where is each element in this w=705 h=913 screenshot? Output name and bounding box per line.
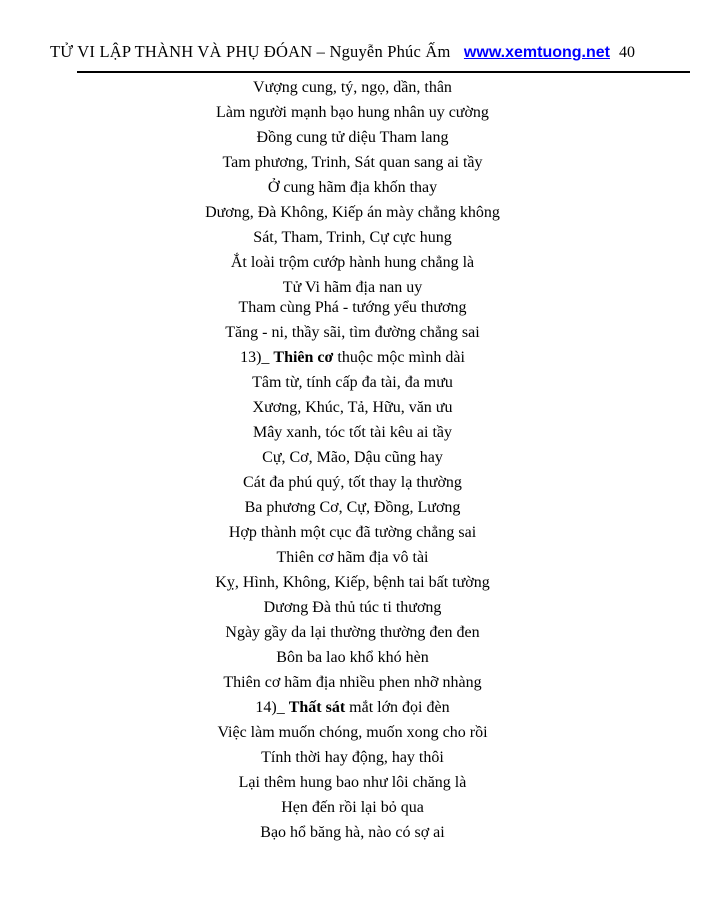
verse-line: Tâm từ, tính cấp đa tài, đa mưu: [252, 374, 453, 391]
verse-line: Dương, Đà Không, Kiếp án mày chẳng không: [205, 204, 500, 221]
verse-line: Kỵ, Hình, Không, Kiếp, bệnh tai bất tường: [215, 574, 490, 591]
header-right-group: [464, 44, 635, 62]
verse-line: Ắt loài trộm cướp hành hung chẳng là: [230, 254, 475, 271]
verse-line: Bạo hổ băng hà, nào có sợ ai: [260, 824, 445, 841]
site-link[interactable]: www.xemtuong.net: [463, 44, 610, 61]
verse-line: Cát đa phú quý, tốt thay lạ thường: [243, 474, 462, 491]
verse-list: [0, 75, 705, 845]
verse-line: [0, 695, 705, 720]
verse-line: Tăng - ni, thầy sãi, tìm đường chẳng sai: [225, 324, 480, 341]
star-name-bold: Thiên cơ: [273, 349, 334, 366]
verse-line: Ba phương Cơ, Cự, Đồng, Lương: [244, 499, 461, 516]
verse-line: Mây xanh, tóc tốt tài kêu ai tầy: [252, 424, 453, 441]
verse-line: Hẹn đến rồi lại bỏ qua: [281, 799, 424, 816]
page-header: [0, 0, 705, 62]
verse-line: Vượng cung, tý, ngọ, dần, thân: [253, 79, 452, 96]
verse-line: Thiên cơ hãm địa nhiều phen nhỡ nhàng: [223, 674, 482, 691]
verse-text: mắt lớn đọi đèn: [345, 699, 450, 716]
verse-line: Tử Vi hãm địa nan uy: [282, 279, 423, 296]
header-divider: [77, 71, 690, 73]
page-number: 40: [619, 44, 635, 61]
verse-line: Làm người mạnh bạo hung nhân uy cường: [216, 104, 489, 121]
verse-line: Tính thời hay động, hay thôi: [261, 749, 444, 766]
verse-line: Ở cung hãm địa khốn thay: [267, 179, 438, 196]
star-name-bold: Thất sát: [288, 699, 346, 716]
verse-text: thuộc mộc mình dài: [333, 349, 465, 366]
verse-line: Tham cùng Phá - tướng yểu thương: [238, 299, 467, 316]
verse-line: Ngày gầy da lại thường thường đen đen: [225, 624, 480, 641]
verse-line: Bôn ba lao khổ khó hèn: [276, 649, 429, 666]
verse-line: Hợp thành một cục đã tường chẳng sai: [228, 524, 477, 541]
verse-line: Việc làm muốn chóng, muốn xong cho rồi: [217, 724, 488, 741]
verse-line: Cự, Cơ, Mão, Dậu cũng hay: [262, 449, 443, 466]
verse-text: 14)_: [255, 699, 289, 716]
verse-line: Lại thêm hung bao như lôi chăng là: [238, 774, 467, 791]
verse-line: Thiên cơ hãm địa vô tài: [276, 549, 429, 566]
verse-line: Tam phương, Trinh, Sát quan sang ai tầy: [222, 154, 483, 171]
verse-line: Dương Đà thủ túc ti thương: [263, 599, 442, 616]
verse-text: 13)_: [240, 349, 274, 366]
document-title: TỬ VI LẬP THÀNH VÀ PHỤ ĐÓAN – Nguyễn Phúc Ấm: [50, 42, 451, 61]
verse-line: Xương, Khúc, Tả, Hữu, văn ưu: [252, 399, 453, 416]
verse-line: Đồng cung tử diệu Tham lang: [256, 129, 449, 146]
verse-line: Sát, Tham, Trinh, Cự cực hung: [253, 229, 452, 246]
verse-line: [0, 345, 705, 370]
